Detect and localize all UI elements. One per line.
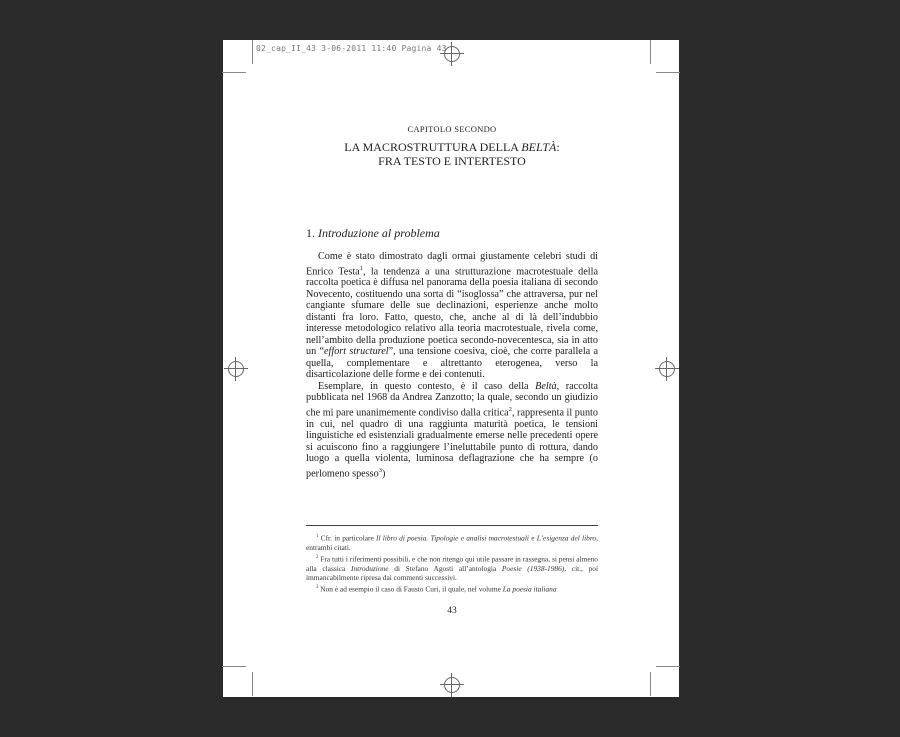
crop-mark (650, 40, 651, 64)
registration-mark-icon (444, 677, 460, 693)
footnote (306, 553, 598, 583)
text-run: , cit., poi immancabilmente ripresa dai commenti successivi. (306, 563, 599, 583)
text-run: Fra tutti i riferimenti possibili, e che non ritengo qui utile passare in rassegna, si pensi almeno alla classica (306, 554, 598, 573)
footnote-ref: 2 (316, 554, 319, 560)
crop-mark (656, 666, 680, 667)
crop-mark (222, 72, 246, 73)
section-number: 1. (306, 226, 315, 240)
registration-mark-icon (228, 361, 244, 377)
page-number: 43 (447, 606, 457, 616)
footnote-ref: 1 (359, 264, 363, 272)
crop-mark (650, 672, 651, 696)
text-run: , rappresenta il punto in cui, nel quadro di una raggiunta maturità poetica, le tensioni linguistiche ed esistenziali gradualmente emerse nelle precedenti opere si acuiscono fino a raggiungere l’ineluttabile punto di rottura, dando luogo a quella violenta, luminosa deflagrazione che ha sempre (o perlomeno spesso (306, 407, 598, 480)
text-run: ) (382, 468, 386, 480)
footnote-ref: 3 (378, 466, 383, 474)
crop-mark (252, 672, 253, 696)
text-run: ”, una tensione coesiva, cioè, che corre parallela a quella, complementare e altrettanto eterogenea, verso la disarticolazione delle forme e dei contenuti. (306, 346, 598, 381)
emphasis-text: Beltà (535, 380, 557, 392)
crop-mark (252, 40, 253, 64)
text-run: , entrambi citati. (306, 533, 598, 553)
text-run: Non è ad esempio il caso di Fausto Curi, il quale, nel volume (318, 584, 503, 594)
printer-slug: 02_cap_II_43 3-06-2011 11:40 Pagina 43 (256, 44, 447, 53)
crop-mark (222, 666, 246, 667)
text-run: Come è stato dimostrato dagli ormai giustamente celebri studi di Enrico Testa (306, 251, 598, 277)
registration-mark-icon (444, 46, 460, 62)
section-title: Introduzione al problema (318, 226, 440, 240)
paragraph (306, 251, 598, 381)
text-run: , la tendenza a una strutturazione macrotestuale della raccolta poetica è diffusa nel panorama della poesia italiana di secondo Novecento, costituendo una sorta di “isoglossa” che attraversa, pur nel cangiante sfumare delle sue declinazioni, esperienze anche molto distanti fra loro. Fatto, questo, che, anche al di là dell’indubbio interesse metodologico relativo alla teoria macrotestuale, rivela come, nell’ambito della produzione poetica secondo-novecentesca, sia in atto un “ (306, 265, 598, 358)
text-run: Esemplare, in questo contesto, è il caso della (318, 380, 536, 392)
text-run: , raccolta pubblicata nel 1968 da Andrea Zanzotto; la quale, secondo un giudizio che mi pare unanimemente condiviso dalla critica (306, 380, 598, 419)
body-text (306, 251, 598, 480)
emphasis-text: effort structurel (324, 346, 389, 358)
chapter-title: LA MACROSTRUTTURA DELLA BELTÀ: FRA TESTO E INTERTESTO (344, 140, 560, 168)
footnotes (306, 532, 598, 594)
emphasis-text: Il libro di poesia. Tipologie e analisi macrotestuali (376, 533, 529, 543)
text-run: Cfr. in particolare (318, 533, 377, 543)
footnote (306, 583, 598, 594)
footnote (306, 532, 598, 553)
text-run: di Stefano Agosti all’antologia (388, 563, 502, 573)
text-run: e (528, 533, 537, 543)
crop-mark (656, 72, 680, 73)
registration-mark-icon (659, 361, 675, 377)
section-heading (306, 226, 440, 241)
footnote-ref: 2 (508, 405, 512, 413)
emphasis-text: La poesia italiana (502, 584, 557, 594)
paragraph (306, 381, 598, 480)
emphasis-text: L’esigenza del libro (536, 533, 597, 543)
emphasis-text: Introduzione (351, 563, 389, 573)
chapter-label: CAPITOLO SECONDO (407, 124, 497, 134)
footnote-ref: 3 (316, 584, 319, 590)
footnote-ref: 1 (316, 534, 319, 539)
footnote-rule (306, 525, 598, 526)
emphasis-text: Poesie (1938-1986) (501, 563, 565, 573)
